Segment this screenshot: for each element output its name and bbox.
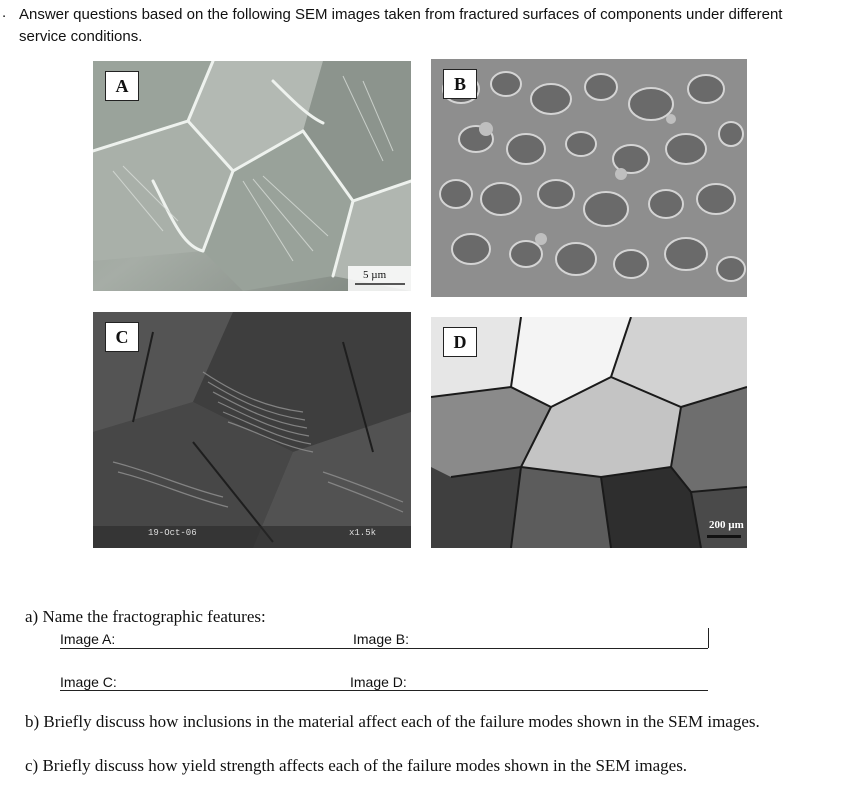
part-a-prompt: a) Name the fractographic features: — [25, 607, 266, 626]
sem-image-c — [93, 312, 411, 548]
sem-image-d — [431, 317, 747, 548]
image-label: C — [105, 322, 139, 352]
sem-image-b — [431, 59, 747, 297]
image-a-label: Image A: — [60, 631, 116, 647]
question-text: Answer questions based on the following SEM images taken from fractured surfaces of components under different service conditions. — [19, 6, 783, 45]
sem-image-a — [93, 61, 411, 291]
scale-bar-label: 5 µm — [363, 269, 387, 281]
image-b-label: Image B: — [353, 631, 410, 647]
image-label: D — [443, 327, 477, 357]
part-c-text: c) Briefly discuss how yield strength affects each of the failure modes shown in the SEM images. — [25, 756, 688, 775]
scale-bar-label: 200 µm — [709, 519, 744, 531]
image-label: B — [443, 69, 477, 99]
part-b-text: b) Briefly discuss how inclusions in the material affect each of the failure modes shown in the SEM images. — [25, 712, 760, 731]
image-label: A — [105, 71, 139, 101]
answer-line-end — [708, 628, 709, 648]
date-stamp: 19-Oct-06 — [148, 528, 197, 538]
question-number: . — [2, 4, 7, 21]
magnification-stamp: x1.5k — [349, 528, 377, 538]
answer-line-ab[interactable] — [60, 648, 708, 649]
image-c-label: Image C: — [60, 674, 117, 690]
image-d-label: Image D: — [350, 674, 407, 690]
answer-line-cd[interactable] — [60, 690, 708, 691]
